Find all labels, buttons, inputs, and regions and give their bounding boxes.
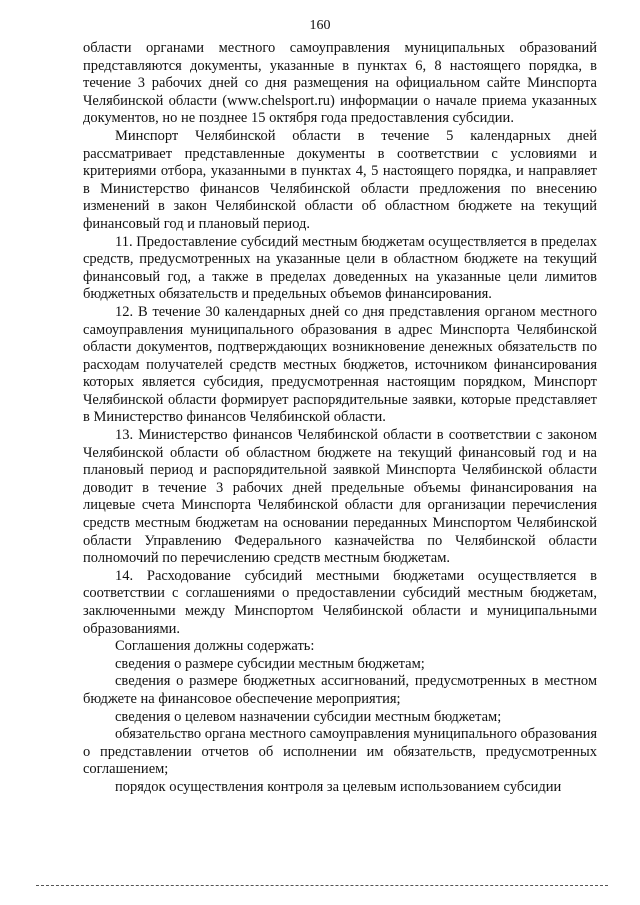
paragraph-item-12: 12. В течение 30 календарных дней со дня представления органом местного самоуправления муниципального образования в адрес Минспорта Челябинской области документов, подтверждающих возникновение денежных обязательств по расходам получателей средств местных бюджетов, источником финансирования которых является субсидия, предусмотренная настоящим порядком, Минспорт Челябинской области формирует распорядительные заявки, которые представляет в Министерство финансов Челябинской области.	[83, 303, 597, 426]
paragraph-item-11: 11. Предоставление субсидий местным бюджетам осуществляется в пределах средств, предусмотренных на указанные цели в областном бюджете на текущий финансовый год, а также в пределах доведенных на указанные цели лимитов бюджетных обязательств и предельных объемов финансирования.	[83, 233, 597, 303]
list-item-budget-allocations: сведения о размере бюджетных ассигнований, предусмотренных в местном бюджете на финансовое обеспечение мероприятия;	[83, 673, 597, 707]
paragraph-item-13: 13. Министерство финансов Челябинской области в соответствии с законом Челябинской области об областном бюджете на текущий финансовый год и на плановый период и распорядительной заявкой Минспорта Челябинской области доводит в течение 3 рабочих дней предельные объемы финансирования на лицевые счета Минспорта Челябинской области для организации перечисления средств местным бюджетам на основании переданных Минспортом Челябинской области Управлению Федерального казначейства по Челябинской области полномочий по перечислению средств местным бюджетам.	[83, 427, 597, 567]
list-item-subsidy-size: сведения о размере субсидии местным бюджетам;	[115, 655, 425, 672]
list-item-control-procedure: порядок осуществления контроля за целевым использованием субсидии	[115, 778, 562, 795]
list-item-reporting-obligation: обязательство органа местного самоуправления муниципального образования о представлении отчетов об исполнении им обязательств, предусмотренных соглашением;	[83, 726, 598, 778]
page-number: 160	[309, 18, 331, 33]
list-item-target-purpose: сведения о целевом назначении субсидии местным бюджетам;	[115, 708, 502, 725]
footer-rule	[36, 885, 608, 886]
paragraph-continuation: области органами местного самоуправления муниципальных образований представляются документы, указанные в пунктах 6, 8 настоящего порядка, в течение 3 рабочих дней со дня размещения на официальном сайте Минспорта Челябинской области (www.chelsport.ru) информации о начале приема указанных документов, но не позднее 15 октября года предоставления субсидии.	[83, 40, 597, 127]
paragraph-minsport-review: Минспорт Челябинской области в течение 5 календарных дней рассматривает представленные документы в соответствии с условиями и критериями отбора, указанными в пунктах 4, 5 настоящего порядка, и направляет в Министерство финансов Челябинской области предложения по внесению изменений в закон Челябинской области об областном бюджете на текущий финансовый год и плановый период.	[83, 127, 597, 232]
document-body	[83, 40, 597, 797]
paragraph-agreements-intro: Соглашения должны содержать:	[115, 638, 315, 655]
paragraph-item-14: 14. Расходование субсидий местными бюджетами осуществляется в соответствии с соглашениями о предоставлении субсидий местным бюджетам, заключенными между Минспортом Челябинской области и муниципальными образованиями.	[83, 567, 597, 637]
